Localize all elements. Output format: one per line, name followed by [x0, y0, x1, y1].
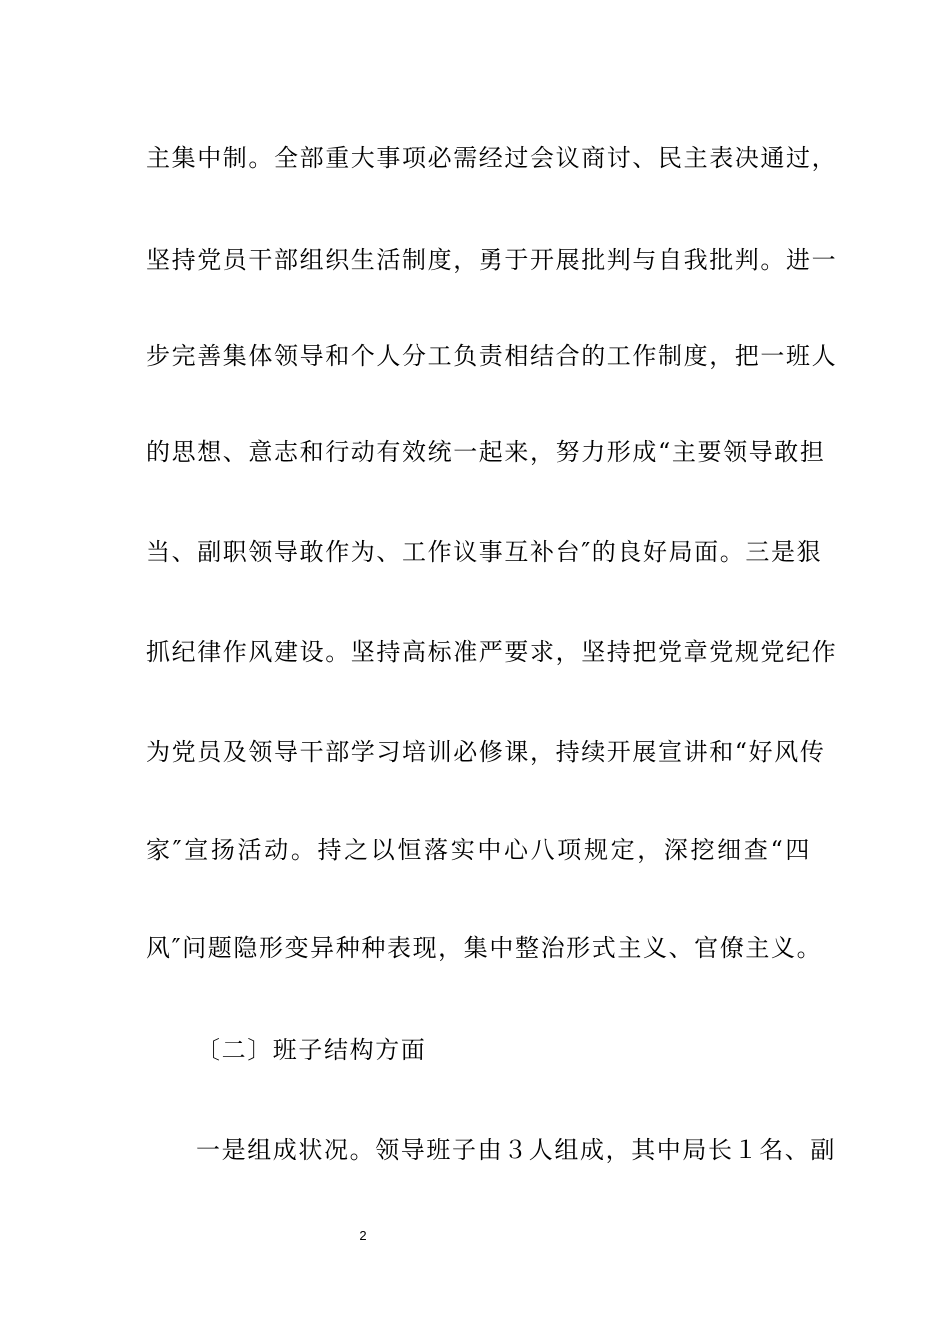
body-text-line: 风″问题隐形变异种种表现，集中整治形式主义、官僚主义。	[146, 934, 823, 962]
body-text-line: 家″宣扬活动。持之以恒落实中心八项规定，深挖细查“四	[146, 836, 811, 864]
body-text-line: 坚持党员干部组织生活制度，勇于开展批判与自我批判。进一	[146, 246, 838, 274]
section-heading: 〔二〕班子结构方面	[196, 1036, 427, 1064]
body-text-line: 步完善集体领导和个人分工负责相结合的工作制度，把一班人	[146, 342, 838, 370]
body-text-line: 主集中制。全部重大事项必需经过会议商讨、民主表决通过，	[146, 144, 838, 172]
body-text-line: 抓纪律作风建设。坚持高标准严要求，坚持把党章党规党纪作	[146, 638, 838, 666]
body-text-line: 为党员及领导干部学习培训必修课，持续开展宣讲和“好风传	[146, 738, 826, 766]
body-text-line: 当、副职领导敢作为、工作议事互补台″的良好局面。三是狠	[146, 538, 823, 566]
page-number: 2	[359, 1228, 367, 1243]
body-text-line: 一是组成状况。领导班子由３人组成，其中局长１名、副	[196, 1136, 836, 1164]
body-text-line: 的思想、意志和行动有效统一起来，努力形成“主要领导敢担	[146, 438, 826, 466]
